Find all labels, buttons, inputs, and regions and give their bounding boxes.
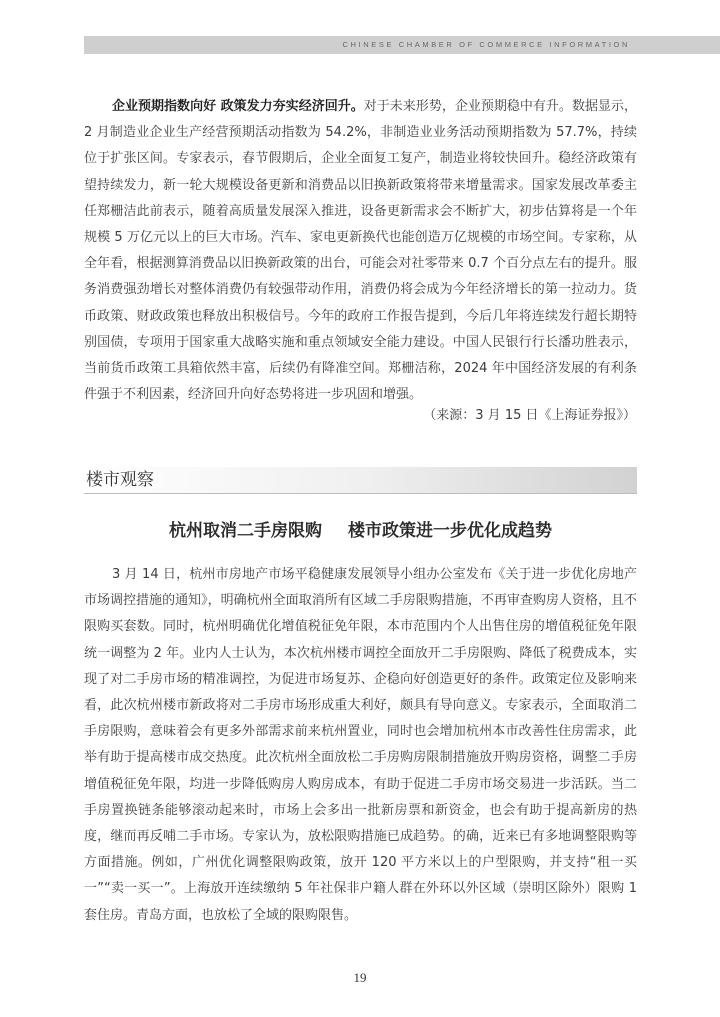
running-header: CHINESE CHAMBER OF COMMERCE INFORMATION — [342, 40, 630, 49]
article2-paragraph: 3 月 14 日，杭州市房地产市场平稳健康发展领导小组办公室发布《关于进一步优化房地产市场调控措施的通知》，明确杭州全面取消所有区域二手房限购措施，不再审查购房人资格，且不限购买套数。同时，杭州明确优化增值税征免年限，本市范围内个人出售住房的增值税征免年限统一调整为 2 年。业内人士认为，本次杭州楼市调控全面放开二手房限购、降低了税费成本，实现了对二手房市场的精准调控，为促进市场复苏、企稳向好创造更好的条件。政策定位及影响来看，此次杭州楼市新政将对二手房市场形成重大利好，颇具有导向意义。专家表示，全面取消二手房限购，意味着会有更多外部需求前来杭州置业，同时也会增加杭州本市改善性住房需求，此举有助于提高楼市成交热度。此次杭州全面放松二手房购房限制措施放开购房资格，调整二手房增值税征免年限，均进一步降低购房人购房成本，有助于促进二手房市场交易进一步活跃。当二手房置换链条能够滚动起来时，市场上会多出一批新房票和新资金，也会有助于提高新房的热度，继而再反哺二手市场。专家认为，放松限购措施已成趋势。的确，近来已有多地调整限购等方面措施。例如，广州优化调整限购政策，放开 120 平方米以上的户型限购，并支持“租一买一”“卖一买一”。上海放开连续缴纳 5 年社保非户籍人群在外环以外区域（崇明区除外）限购 1 套住房。青岛方面，也放松了全域的限购限售。 — [84, 567, 637, 923]
article2-title: 杭州取消二手房限购 楼市政策进一步优化成趋势 — [169, 521, 552, 541]
article1-source: （来源：3 月 15 日《上海证券报》） — [423, 408, 636, 423]
article1-lead: 企业预期指数向好 政策发力夯实经济回升。 — [112, 99, 364, 114]
section-title: 楼市观察 — [86, 470, 154, 490]
article1-paragraph — [84, 94, 637, 408]
section-header-bar — [84, 467, 637, 494]
page-number: 19 — [353, 970, 367, 985]
article1-body: 对于未来形势，企业预期稳中有升。数据显示，2 月制造业企业生产经营预期活动指数为 54.2%，非制造业业务活动预期指数为 57.7%，持续位于扩张区间。专家表示，春节假期后，企业全面复工复产，制造业将较快回升。稳经济政策有望持续发力，新一轮大规模设备更新和消费品以旧换新政策将带来增量需求。国家发展改革委主任郑栅洁此前表示，随着高质量发展深入推进，设备更新需求会不断扩大，初步估算将是一个年规模 5 万亿元以上的巨大市场。汽车、家电更新换代也能创造万亿规模的市场空间。专家称，从全年看，根据测算消费品以旧换新政策的出台，可能会对社零带来 0.7 个百分点左右的提升。服务消费强劲增长对整体消费仍有较强带动作用，消费仍将会成为今年经济增长的第一拉动力。货币政策、财政政策也释放出积极信号。今年的政府工作报告提到，今后几年将连续发行超长期特别国债，专项用于国家重大战略实施和重点领域安全能力建设。中国人民银行行长潘功胜表示，当前货币政策工具箱依然丰富，后续仍有降准空间。郑栅洁称，2024 年中国经济发展的有利条件强于不利因素，经济回升向好态势将进一步巩固和增强。 — [84, 99, 637, 403]
